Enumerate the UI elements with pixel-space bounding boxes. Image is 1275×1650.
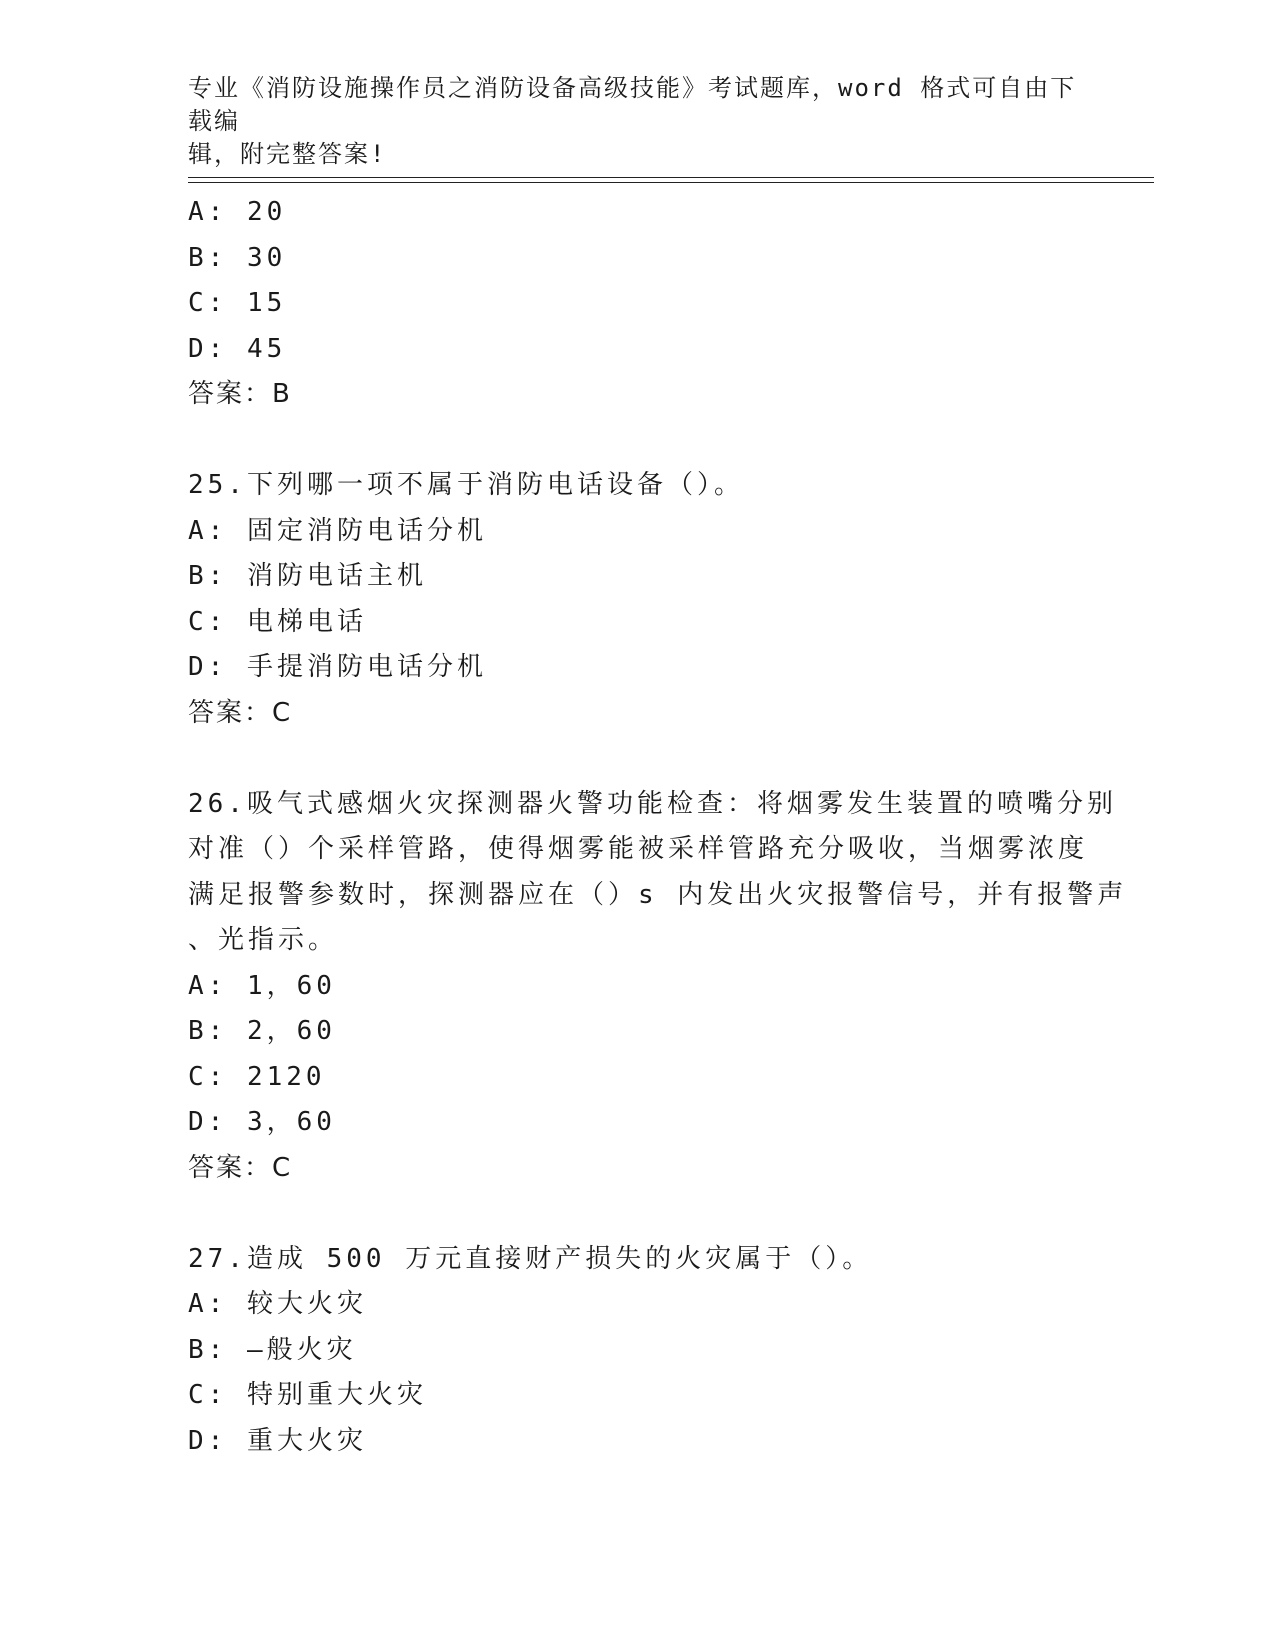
header-line-2: 辑，附完整答案! xyxy=(188,140,387,168)
option-d: D: 45 xyxy=(188,333,287,364)
option-b: B: 消防电话主机 xyxy=(188,561,427,591)
option-a: A: 1，60 xyxy=(188,970,336,1001)
option-a: A: 20 xyxy=(188,197,287,227)
option-b: B: 2，60 xyxy=(188,1016,336,1046)
header-line-1: 专业《消防设施操作员之消防设备高级技能》考试题库，word 格式可自由下载编 xyxy=(188,74,1077,135)
question-27 xyxy=(188,1237,1108,1465)
question-stem: 27.造成 500 万元直接财产损失的火灾属于（）。 xyxy=(188,1243,873,1274)
answer: 答案：C xyxy=(188,1152,293,1183)
spacer xyxy=(188,1191,1108,1237)
question-stem-line-3: 满足报警参数时，探测器应在（）s 内发出火灾报警信号，并有报警声 xyxy=(188,879,1128,910)
option-d: D: 手提消防电话分机 xyxy=(188,652,487,682)
option-d: D: 重大火灾 xyxy=(188,1425,367,1456)
question-25 xyxy=(188,463,1108,736)
option-c: C: 2120 xyxy=(188,1061,326,1092)
question-stem-line-1: 26.吸气式感烟火灾探测器火警功能检查：将烟雾发生装置的喷嘴分别 xyxy=(188,788,1117,819)
option-d: D: 3，60 xyxy=(188,1107,336,1137)
question-26 xyxy=(188,782,1128,1192)
answer: 答案：B xyxy=(188,379,292,409)
spacer xyxy=(188,418,1108,464)
option-a: A: 较大火灾 xyxy=(188,1289,367,1319)
header-divider xyxy=(188,177,1154,183)
option-c: C: 特别重大火灾 xyxy=(188,1380,427,1410)
question-list xyxy=(188,190,1128,1464)
document-header xyxy=(188,72,1088,171)
question-stem: 25.下列哪一项不属于消防电话设备（）。 xyxy=(188,470,744,500)
question-stem-line-4: 、光指示。 xyxy=(188,925,339,955)
option-c: C: 15 xyxy=(188,288,287,318)
answer: 答案：C xyxy=(188,697,293,728)
question-stem-line-2: 对准（）个采样管路，使得烟雾能被采样管路充分吸收，当烟雾浓度 xyxy=(188,834,1089,864)
option-b: B: 30 xyxy=(188,242,287,273)
option-a: A: 固定消防电话分机 xyxy=(188,515,487,546)
option-b: B: —般火灾 xyxy=(188,1334,357,1365)
spacer xyxy=(188,736,1108,782)
option-c: C: 电梯电话 xyxy=(188,606,367,637)
question-24-tail xyxy=(188,190,1108,418)
